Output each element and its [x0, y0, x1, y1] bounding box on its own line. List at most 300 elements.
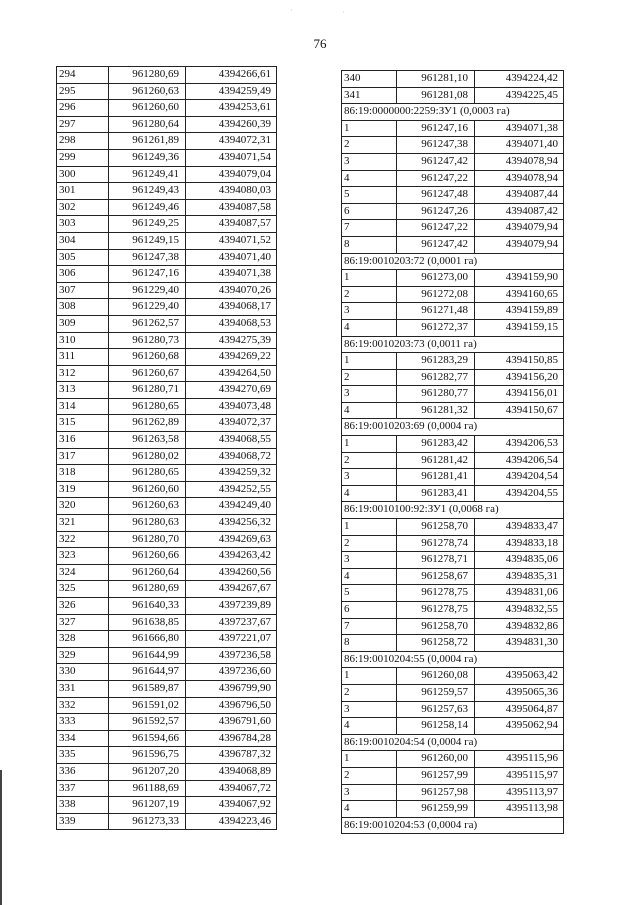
x-coordinate-cell: 961280,02 — [109, 448, 186, 465]
table-row — [57, 664, 277, 681]
table-row — [57, 515, 277, 532]
x-coordinate-cell: 961260,64 — [109, 564, 186, 581]
x-coordinate-cell: 961260,60 — [109, 100, 186, 117]
x-coordinate-cell: 961282,77 — [397, 369, 475, 386]
point-number-cell: 2 — [342, 684, 397, 701]
y-coordinate-cell: 4394260,56 — [186, 564, 277, 581]
point-number-cell: 7 — [342, 220, 397, 237]
point-number-cell: 295 — [57, 83, 109, 100]
table-row — [57, 183, 277, 200]
point-number-cell: 2 — [342, 452, 397, 469]
point-number-cell: 1 — [342, 436, 397, 453]
y-coordinate-cell: 4394204,55 — [475, 485, 564, 502]
point-number-cell: 333 — [57, 714, 109, 731]
point-number-cell: 341 — [342, 87, 397, 104]
point-number-cell: 1 — [342, 668, 397, 685]
table-row — [57, 598, 277, 615]
parcel-header-row — [342, 253, 564, 270]
table-row — [57, 813, 277, 830]
x-coordinate-cell: 961260,60 — [109, 481, 186, 498]
point-number-cell: 2 — [342, 767, 397, 784]
point-number-cell: 335 — [57, 747, 109, 764]
point-number-cell: 2 — [342, 286, 397, 303]
point-number-cell: 315 — [57, 415, 109, 432]
table-row — [342, 485, 564, 502]
y-coordinate-cell: 4394067,92 — [186, 797, 277, 814]
table-row — [57, 249, 277, 266]
parcel-header-row — [342, 734, 564, 751]
y-coordinate-cell: 4394833,18 — [475, 535, 564, 552]
x-coordinate-cell: 961262,89 — [109, 415, 186, 432]
point-number-cell: 311 — [57, 349, 109, 366]
x-coordinate-cell: 961229,40 — [109, 299, 186, 316]
x-coordinate-cell: 961247,16 — [397, 120, 475, 137]
y-coordinate-cell: 4395115,97 — [475, 767, 564, 784]
x-coordinate-cell: 961247,22 — [397, 170, 475, 187]
y-coordinate-cell: 4394156,20 — [475, 369, 564, 386]
table-row — [342, 203, 564, 220]
x-coordinate-cell: 961258,70 — [397, 519, 475, 536]
coordinates-table-left — [56, 66, 277, 830]
point-number-cell: 338 — [57, 797, 109, 814]
point-number-cell: 304 — [57, 232, 109, 249]
table-row — [342, 784, 564, 801]
table-row — [57, 133, 277, 150]
x-coordinate-cell: 961188,69 — [109, 780, 186, 797]
table-row — [342, 286, 564, 303]
table-row — [57, 299, 277, 316]
table-row — [342, 187, 564, 204]
x-coordinate-cell: 961247,48 — [397, 187, 475, 204]
y-coordinate-cell: 4394835,31 — [475, 568, 564, 585]
y-coordinate-cell: 4394260,39 — [186, 116, 277, 133]
table-row — [342, 701, 564, 718]
y-coordinate-cell: 4394072,37 — [186, 415, 277, 432]
point-number-cell: 339 — [57, 813, 109, 830]
point-number-cell: 319 — [57, 481, 109, 498]
table-row — [57, 747, 277, 764]
x-coordinate-cell: 961262,57 — [109, 315, 186, 332]
point-number-cell: 3 — [342, 303, 397, 320]
y-coordinate-cell: 4394831,06 — [475, 585, 564, 602]
point-number-cell: 1 — [342, 751, 397, 768]
x-coordinate-cell: 961247,42 — [397, 153, 475, 170]
table-row — [342, 568, 564, 585]
table-row — [342, 236, 564, 253]
point-number-cell: 8 — [342, 635, 397, 652]
y-coordinate-cell: 4394266,61 — [186, 67, 277, 84]
x-coordinate-cell: 961249,36 — [109, 149, 186, 166]
table-row — [342, 120, 564, 137]
table-row — [342, 386, 564, 403]
point-number-cell: 337 — [57, 780, 109, 797]
table-row — [57, 415, 277, 432]
y-coordinate-cell: 4394259,32 — [186, 465, 277, 482]
table-row — [342, 153, 564, 170]
point-number-cell: 4 — [342, 319, 397, 336]
point-number-cell: 2 — [342, 137, 397, 154]
y-coordinate-cell: 4395065,36 — [475, 684, 564, 701]
x-coordinate-cell: 961258,67 — [397, 568, 475, 585]
x-coordinate-cell: 961278,75 — [397, 585, 475, 602]
table-row — [57, 315, 277, 332]
x-coordinate-cell: 961260,66 — [109, 548, 186, 565]
y-coordinate-cell: 4394833,47 — [475, 519, 564, 536]
table-row — [57, 365, 277, 382]
x-coordinate-cell: 961283,42 — [397, 436, 475, 453]
point-number-cell: 332 — [57, 697, 109, 714]
y-coordinate-cell: 4394071,38 — [475, 120, 564, 137]
y-coordinate-cell: 4394224,42 — [475, 71, 564, 88]
y-coordinate-cell: 4394150,85 — [475, 353, 564, 370]
x-coordinate-cell: 961249,46 — [109, 199, 186, 216]
point-number-cell: 5 — [342, 187, 397, 204]
y-coordinate-cell: 4396791,60 — [186, 714, 277, 731]
x-coordinate-cell: 961258,70 — [397, 618, 475, 635]
point-number-cell: 2 — [342, 369, 397, 386]
point-number-cell: 1 — [342, 353, 397, 370]
x-coordinate-cell: 961281,41 — [397, 469, 475, 486]
y-coordinate-cell: 4394263,42 — [186, 548, 277, 565]
y-coordinate-cell: 4394068,72 — [186, 448, 277, 465]
x-coordinate-cell: 961247,38 — [109, 249, 186, 266]
point-number-cell: 314 — [57, 398, 109, 415]
parcel-header-cell: 86:19:0000000:2259:ЗУ1 (0,0003 га) — [342, 104, 564, 121]
point-number-cell: 309 — [57, 315, 109, 332]
scan-speck: · — [290, 6, 293, 15]
y-coordinate-cell: 4397236,58 — [186, 647, 277, 664]
y-coordinate-cell: 4394079,94 — [475, 220, 564, 237]
x-coordinate-cell: 961278,71 — [397, 552, 475, 569]
table-row — [342, 137, 564, 154]
point-number-cell: 321 — [57, 515, 109, 532]
point-number-cell: 317 — [57, 448, 109, 465]
table-row — [342, 436, 564, 453]
scan-edge — [0, 770, 2, 905]
x-coordinate-cell: 961247,42 — [397, 236, 475, 253]
y-coordinate-cell: 4394275,39 — [186, 332, 277, 349]
y-coordinate-cell: 4394068,17 — [186, 299, 277, 316]
point-number-cell: 320 — [57, 498, 109, 515]
table-row — [342, 71, 564, 88]
x-coordinate-cell: 961263,58 — [109, 432, 186, 449]
point-number-cell: 324 — [57, 564, 109, 581]
y-coordinate-cell: 4394087,58 — [186, 199, 277, 216]
x-coordinate-cell: 961280,64 — [109, 116, 186, 133]
x-coordinate-cell: 961260,67 — [109, 365, 186, 382]
point-number-cell: 325 — [57, 581, 109, 598]
y-coordinate-cell: 4394071,54 — [186, 149, 277, 166]
table-row — [57, 282, 277, 299]
table-row — [342, 353, 564, 370]
point-number-cell: 328 — [57, 631, 109, 648]
point-number-cell: 307 — [57, 282, 109, 299]
table-row — [57, 797, 277, 814]
parcel-header-cell: 86:19:0010100:92:ЗУ1 (0,0068 га) — [342, 502, 564, 519]
point-number-cell: 305 — [57, 249, 109, 266]
x-coordinate-cell: 961249,41 — [109, 166, 186, 183]
point-number-cell: 308 — [57, 299, 109, 316]
y-coordinate-cell: 4395113,98 — [475, 801, 564, 818]
table-row — [57, 647, 277, 664]
x-coordinate-cell: 961259,99 — [397, 801, 475, 818]
table-row — [342, 170, 564, 187]
scan-speck: · — [342, 8, 345, 17]
x-coordinate-cell: 961280,65 — [109, 398, 186, 415]
x-coordinate-cell: 961283,29 — [397, 353, 475, 370]
page-number: 76 — [313, 36, 327, 51]
point-number-cell: 318 — [57, 465, 109, 482]
table-row — [57, 763, 277, 780]
point-number-cell: 7 — [342, 618, 397, 635]
point-number-cell: 3 — [342, 784, 397, 801]
table-row — [342, 270, 564, 287]
table-row — [57, 116, 277, 133]
y-coordinate-cell: 4394159,89 — [475, 303, 564, 320]
point-number-cell: 340 — [342, 71, 397, 88]
table-row — [57, 531, 277, 548]
y-coordinate-cell: 4394150,67 — [475, 402, 564, 419]
y-coordinate-cell: 4396796,50 — [186, 697, 277, 714]
table-row — [57, 83, 277, 100]
table-row — [57, 697, 277, 714]
parcel-header-row — [342, 419, 564, 436]
table-row — [342, 684, 564, 701]
table-row — [342, 618, 564, 635]
table-row — [57, 266, 277, 283]
point-number-cell: 3 — [342, 153, 397, 170]
table-row — [342, 369, 564, 386]
table-row — [342, 452, 564, 469]
x-coordinate-cell: 961591,02 — [109, 697, 186, 714]
x-coordinate-cell: 961640,33 — [109, 598, 186, 615]
x-coordinate-cell: 961280,63 — [109, 515, 186, 532]
x-coordinate-cell: 961281,42 — [397, 452, 475, 469]
table-row — [342, 402, 564, 419]
x-coordinate-cell: 961280,77 — [397, 386, 475, 403]
point-number-cell: 1 — [342, 519, 397, 536]
table-row — [57, 382, 277, 399]
y-coordinate-cell: 4394269,63 — [186, 531, 277, 548]
x-coordinate-cell: 961280,69 — [109, 67, 186, 84]
parcel-header-cell: 86:19:0010203:73 (0,0011 га) — [342, 336, 564, 353]
coordinates-table-right — [341, 70, 564, 834]
table-row — [57, 680, 277, 697]
point-number-cell: 294 — [57, 67, 109, 84]
table-row — [57, 149, 277, 166]
y-coordinate-cell: 4394071,40 — [186, 249, 277, 266]
table-row — [57, 448, 277, 465]
y-coordinate-cell: 4394071,40 — [475, 137, 564, 154]
point-number-cell: 300 — [57, 166, 109, 183]
y-coordinate-cell: 4394204,54 — [475, 469, 564, 486]
x-coordinate-cell: 961281,10 — [397, 71, 475, 88]
point-number-cell: 313 — [57, 382, 109, 399]
y-coordinate-cell: 4397237,67 — [186, 614, 277, 631]
y-coordinate-cell: 4394259,49 — [186, 83, 277, 100]
y-coordinate-cell: 4395063,42 — [475, 668, 564, 685]
table-row — [57, 614, 277, 631]
x-coordinate-cell: 961260,08 — [397, 668, 475, 685]
y-coordinate-cell: 4394159,90 — [475, 270, 564, 287]
parcel-header-row — [342, 651, 564, 668]
point-number-cell: 329 — [57, 647, 109, 664]
x-coordinate-cell: 961596,75 — [109, 747, 186, 764]
x-coordinate-cell: 961273,00 — [397, 270, 475, 287]
table-row — [57, 714, 277, 731]
table-row — [57, 780, 277, 797]
y-coordinate-cell: 4394073,48 — [186, 398, 277, 415]
table-row — [342, 535, 564, 552]
point-number-cell: 296 — [57, 100, 109, 117]
point-number-cell: 331 — [57, 680, 109, 697]
point-number-cell: 306 — [57, 266, 109, 283]
point-number-cell: 4 — [342, 568, 397, 585]
table-row — [57, 465, 277, 482]
parcel-header-row — [342, 104, 564, 121]
x-coordinate-cell: 961249,43 — [109, 183, 186, 200]
y-coordinate-cell: 4394831,30 — [475, 635, 564, 652]
y-coordinate-cell: 4397221,07 — [186, 631, 277, 648]
point-number-cell: 301 — [57, 183, 109, 200]
parcel-header-row — [342, 502, 564, 519]
x-coordinate-cell: 961638,85 — [109, 614, 186, 631]
y-coordinate-cell: 4394087,42 — [475, 203, 564, 220]
point-number-cell: 322 — [57, 531, 109, 548]
y-coordinate-cell: 4394072,31 — [186, 133, 277, 150]
x-coordinate-cell: 961278,75 — [397, 602, 475, 619]
point-number-cell: 4 — [342, 485, 397, 502]
table-row — [57, 100, 277, 117]
table-row — [342, 319, 564, 336]
x-coordinate-cell: 961247,16 — [109, 266, 186, 283]
point-number-cell: 299 — [57, 149, 109, 166]
y-coordinate-cell: 4394223,46 — [186, 813, 277, 830]
table-row — [342, 585, 564, 602]
x-coordinate-cell: 961272,37 — [397, 319, 475, 336]
y-coordinate-cell: 4394079,04 — [186, 166, 277, 183]
point-number-cell: 297 — [57, 116, 109, 133]
y-coordinate-cell: 4394068,55 — [186, 432, 277, 449]
y-coordinate-cell: 4394079,94 — [475, 236, 564, 253]
table-row — [57, 730, 277, 747]
table-row — [342, 767, 564, 784]
x-coordinate-cell: 961260,00 — [397, 751, 475, 768]
table-row — [57, 481, 277, 498]
x-coordinate-cell: 961247,26 — [397, 203, 475, 220]
table-row — [57, 548, 277, 565]
table-row — [57, 398, 277, 415]
point-number-cell: 302 — [57, 199, 109, 216]
x-coordinate-cell: 961249,25 — [109, 216, 186, 233]
point-number-cell: 330 — [57, 664, 109, 681]
x-coordinate-cell: 961280,71 — [109, 382, 186, 399]
y-coordinate-cell: 4396799,90 — [186, 680, 277, 697]
y-coordinate-cell: 4394159,15 — [475, 319, 564, 336]
table-row — [342, 552, 564, 569]
table-row — [342, 801, 564, 818]
point-number-cell: 4 — [342, 402, 397, 419]
point-number-cell: 334 — [57, 730, 109, 747]
y-coordinate-cell: 4394067,72 — [186, 780, 277, 797]
table-row — [342, 602, 564, 619]
x-coordinate-cell: 961280,73 — [109, 332, 186, 349]
x-coordinate-cell: 961257,99 — [397, 767, 475, 784]
x-coordinate-cell: 961207,20 — [109, 763, 186, 780]
y-coordinate-cell: 4394270,69 — [186, 382, 277, 399]
table-row — [57, 581, 277, 598]
table-row — [57, 432, 277, 449]
y-coordinate-cell: 4394267,67 — [186, 581, 277, 598]
x-coordinate-cell: 961644,99 — [109, 647, 186, 664]
point-number-cell: 316 — [57, 432, 109, 449]
point-number-cell: 6 — [342, 602, 397, 619]
y-coordinate-cell: 4394070,26 — [186, 282, 277, 299]
point-number-cell: 298 — [57, 133, 109, 150]
y-coordinate-cell: 4394256,32 — [186, 515, 277, 532]
point-number-cell: 8 — [342, 236, 397, 253]
table-row — [57, 349, 277, 366]
point-number-cell: 6 — [342, 203, 397, 220]
y-coordinate-cell: 4394249,40 — [186, 498, 277, 515]
parcel-header-cell: 86:19:0010204:55 (0,0004 га) — [342, 651, 564, 668]
table-row — [342, 635, 564, 652]
point-number-cell: 3 — [342, 469, 397, 486]
x-coordinate-cell: 961278,74 — [397, 535, 475, 552]
table-row — [57, 216, 277, 233]
y-coordinate-cell: 4395064,87 — [475, 701, 564, 718]
y-coordinate-cell: 4394156,01 — [475, 386, 564, 403]
table-row — [57, 232, 277, 249]
point-number-cell: 3 — [342, 701, 397, 718]
x-coordinate-cell: 961229,40 — [109, 282, 186, 299]
table-row — [57, 564, 277, 581]
y-coordinate-cell: 4394071,38 — [186, 266, 277, 283]
parcel-header-cell: 86:19:0010203:72 (0,0001 га) — [342, 253, 564, 270]
y-coordinate-cell: 4394225,45 — [475, 87, 564, 104]
y-coordinate-cell: 4394087,44 — [475, 187, 564, 204]
y-coordinate-cell: 4394160,65 — [475, 286, 564, 303]
y-coordinate-cell: 4394206,54 — [475, 452, 564, 469]
x-coordinate-cell: 961594,66 — [109, 730, 186, 747]
point-number-cell: 5 — [342, 585, 397, 602]
parcel-header-row — [342, 336, 564, 353]
point-number-cell: 3 — [342, 552, 397, 569]
parcel-header-cell: 86:19:0010203:69 (0,0004 га) — [342, 419, 564, 436]
x-coordinate-cell: 961247,22 — [397, 220, 475, 237]
y-coordinate-cell: 4394071,52 — [186, 232, 277, 249]
x-coordinate-cell: 961644,97 — [109, 664, 186, 681]
parcel-header-cell: 86:19:0010204:54 (0,0004 га) — [342, 734, 564, 751]
x-coordinate-cell: 961589,87 — [109, 680, 186, 697]
x-coordinate-cell: 961273,33 — [109, 813, 186, 830]
x-coordinate-cell: 961249,15 — [109, 232, 186, 249]
point-number-cell: 303 — [57, 216, 109, 233]
point-number-cell: 323 — [57, 548, 109, 565]
y-coordinate-cell: 4394087,57 — [186, 216, 277, 233]
x-coordinate-cell: 961207,19 — [109, 797, 186, 814]
x-coordinate-cell: 961592,57 — [109, 714, 186, 731]
x-coordinate-cell: 961280,69 — [109, 581, 186, 598]
x-coordinate-cell: 961272,08 — [397, 286, 475, 303]
x-coordinate-cell: 961283,41 — [397, 485, 475, 502]
point-number-cell: 327 — [57, 614, 109, 631]
point-number-cell: 2 — [342, 535, 397, 552]
table-row — [57, 199, 277, 216]
y-coordinate-cell: 4396784,28 — [186, 730, 277, 747]
y-coordinate-cell: 4395062,94 — [475, 718, 564, 735]
point-number-cell: 3 — [342, 386, 397, 403]
